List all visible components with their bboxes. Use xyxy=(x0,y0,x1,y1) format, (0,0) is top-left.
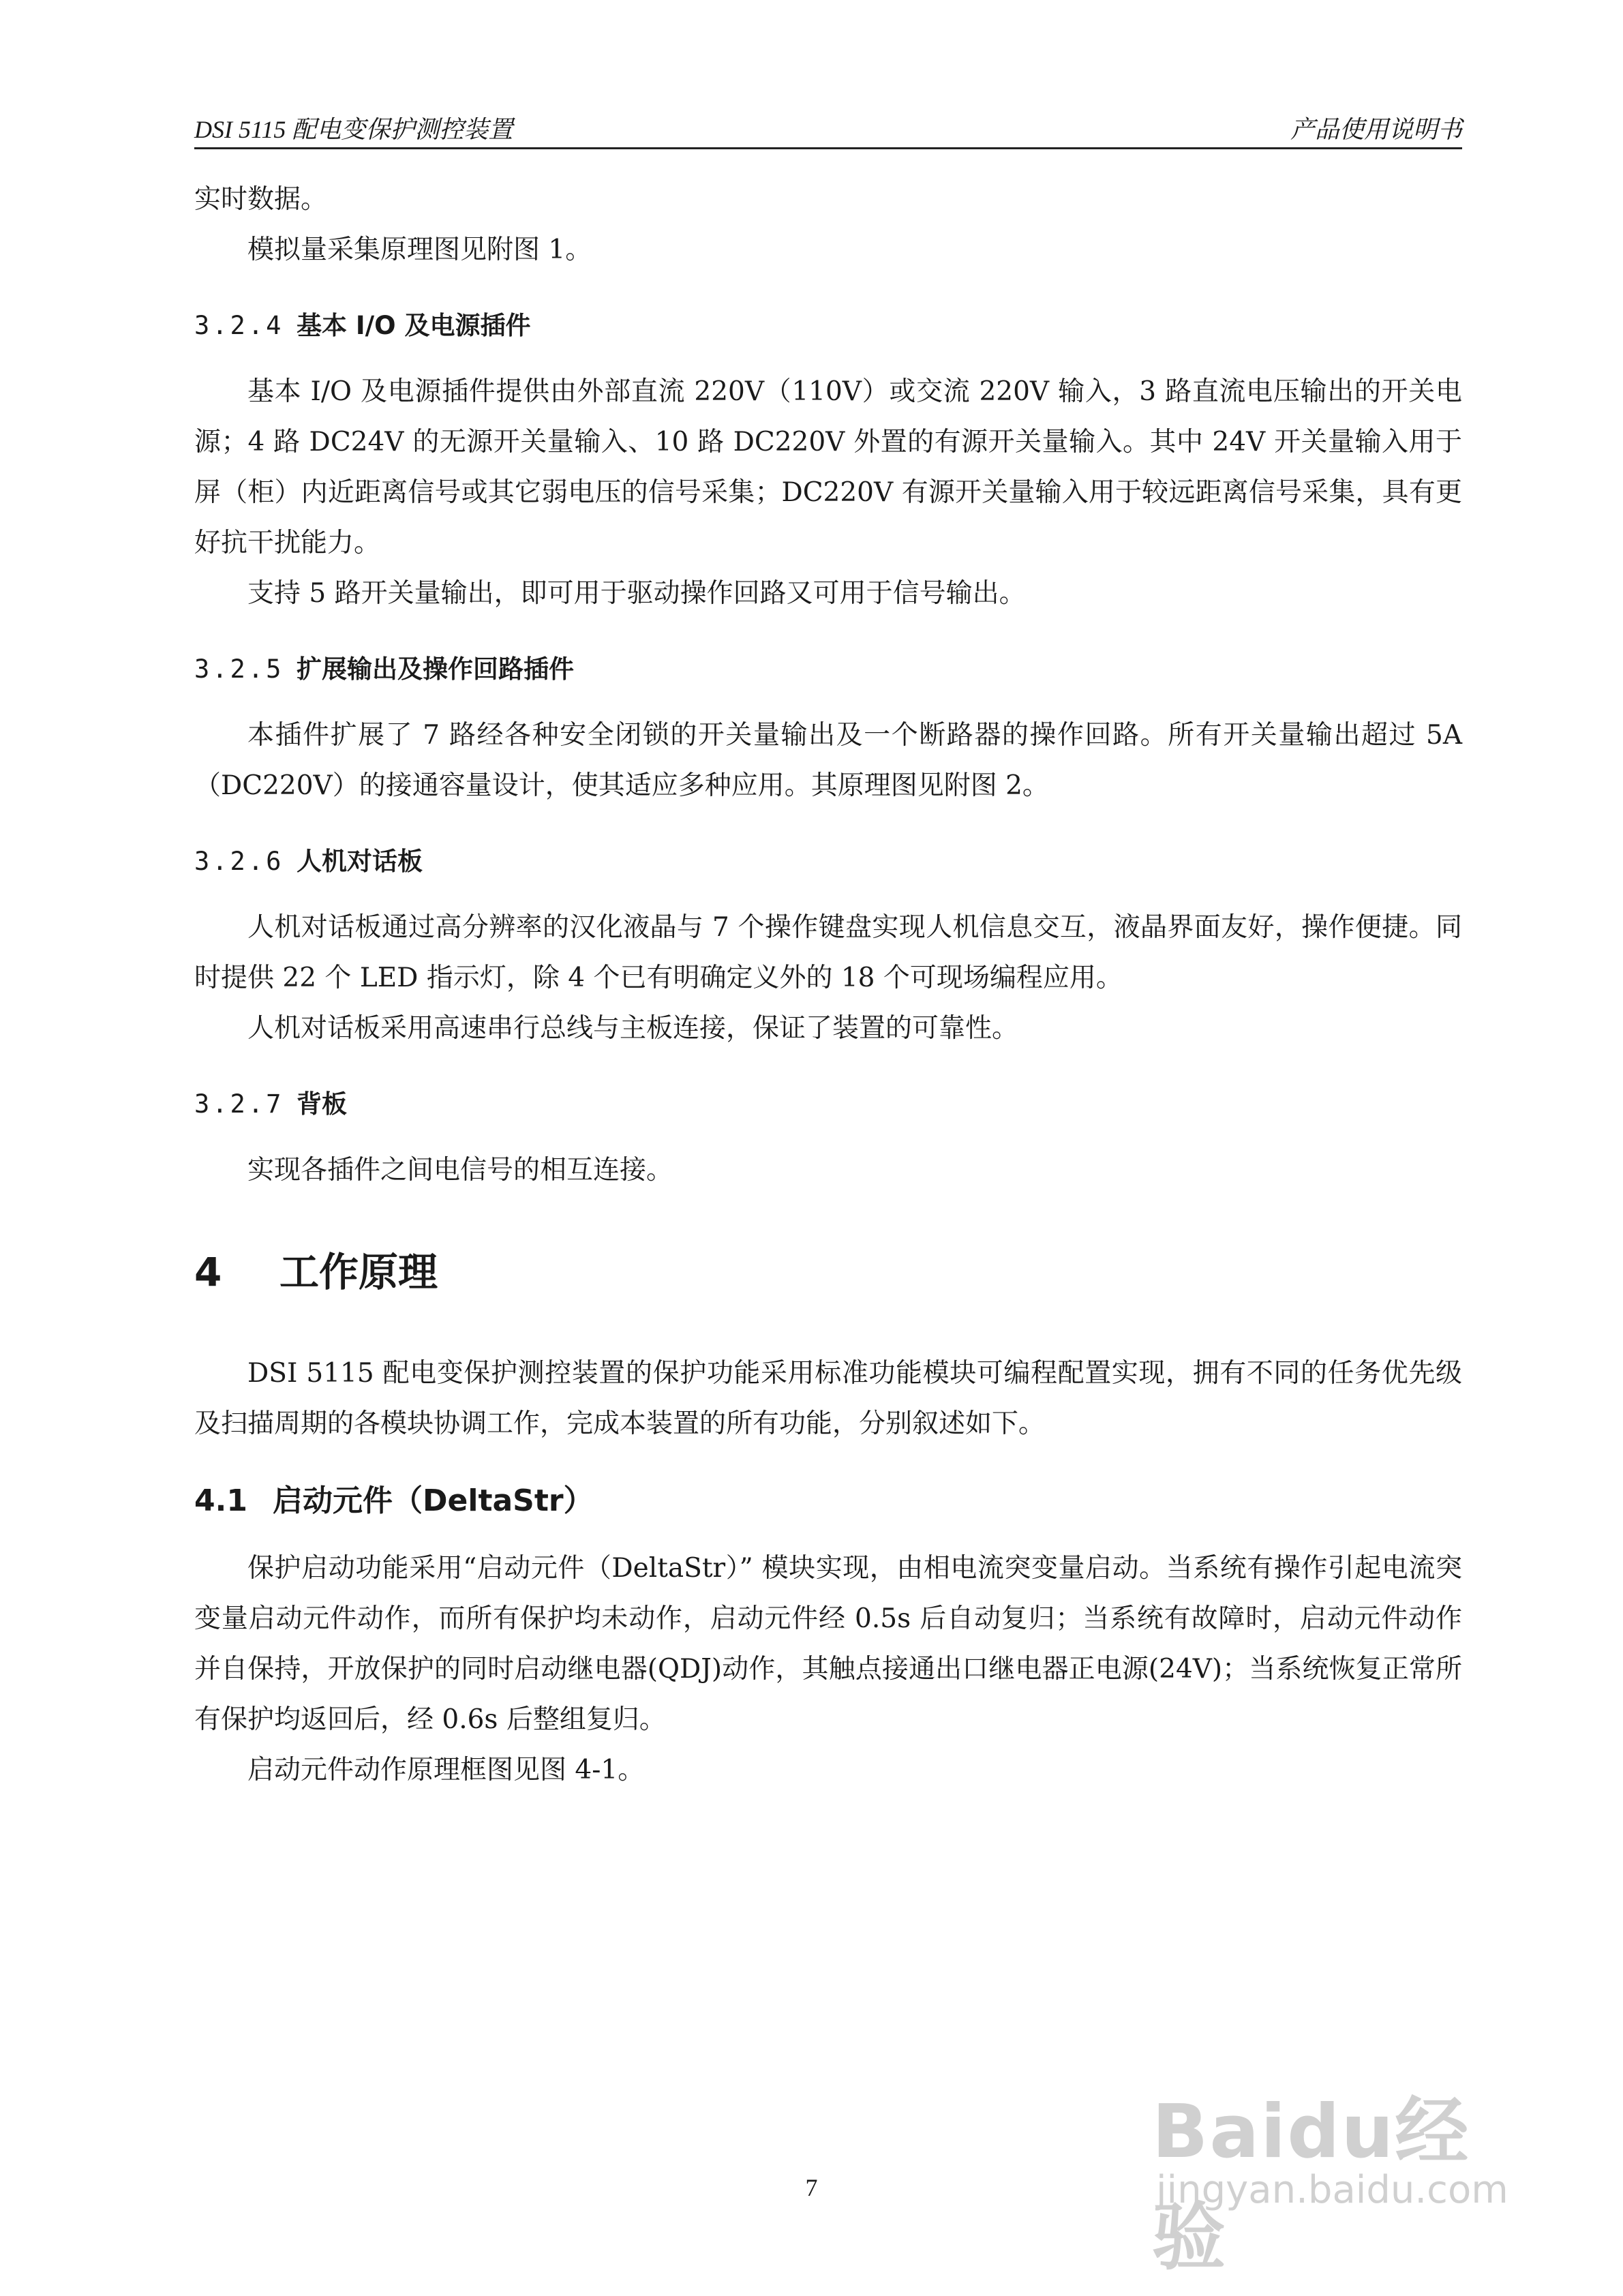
paragraph: 基本 I/O 及电源插件提供由外部直流 220V（110V）或交流 220V 输入，3 路直流电压输出的开关电源；4 路 DC24V 的无源开关量输入、10 路 DC220V 外置的有源开关量输入。其中 24V 开关量输入用于屏（柜）内近距离信号或其它弱电压的信号采集；DC220V 有源开关量输入用于较远距离信号采集，具有更好抗干扰能力。 xyxy=(194,376,1462,558)
page-content xyxy=(194,175,1462,1796)
section-title: 启动元件（DeltaStr） xyxy=(273,1483,594,1518)
paragraph: DSI 5115 配电变保护测控装置的保护功能采用标准功能模块可编程配置实现，拥有不同的任务优先级及扫描周期的各模块协调工作，完成本装置的所有功能，分别叙述如下。 xyxy=(194,1358,1462,1439)
section-number: 3.2.6 xyxy=(194,847,284,876)
section-title: 背板 xyxy=(297,1089,347,1119)
section-number: 4.1 xyxy=(194,1483,247,1518)
paragraph: 本插件扩展了 7 路经各种安全闭锁的开关量输出及一个断路器的操作回路。所有开关量输出超过 5A（DC220V）的接通容量设计，使其适应多种应用。其原理图见附图 2。 xyxy=(194,720,1462,801)
chapter-title: 工作原理 xyxy=(279,1249,438,1295)
section-title: 基本 I/O 及电源插件 xyxy=(297,311,531,340)
paragraph: 实时数据。 xyxy=(194,184,328,215)
watermark-logo: Baidu经验 xyxy=(1152,2089,1470,2280)
chapter-heading-4 xyxy=(194,1245,1462,1299)
paragraph: 人机对话板采用高速串行总线与主板连接，保证了装置的可靠性。 xyxy=(247,1013,1019,1044)
header-manual-title: 产品使用说明书 xyxy=(1290,116,1462,143)
paragraph: 保护启动功能采用“启动元件（DeltaStr）” 模块实现，由相电流突变量启动。当系统有操作引起电流突变量启动元件动作，而所有保护均未动作，启动元件经 0.5s 后自动复归；当系统有故障时，启动元件动作并自保持，开放保护的同时启动继电器(QDJ)动作，其触点接通出口继电器正电源(24V)；当系统恢复正常所有保护均返回后，经 0.6s 后整组复归。 xyxy=(194,1553,1462,1735)
paragraph: 模拟量采集原理图见附图 1。 xyxy=(247,235,592,265)
page-number: 7 xyxy=(805,2174,818,2201)
section-number: 3.2.5 xyxy=(194,654,284,684)
chapter-number: 4 xyxy=(194,1249,222,1295)
header-product-title: DSI 5115 配电变保护测控装置 xyxy=(194,116,513,143)
section-heading-3-2-6 xyxy=(194,841,1462,882)
section-heading-3-2-5 xyxy=(194,649,1462,690)
section-title: 人机对话板 xyxy=(297,847,423,876)
section-heading-3-2-4 xyxy=(194,305,1462,346)
paragraph: 支持 5 路开关量输出，即可用于驱动操作回路又可用于信号输出。 xyxy=(247,578,1026,609)
paragraph: 实现各插件之间电信号的相互连接。 xyxy=(247,1155,673,1185)
paragraph: 人机对话板通过高分辨率的汉化液晶与 7 个操作键盘实现人机信息交互，液晶界面友好，操作便捷。同时提供 22 个 LED 指示灯，除 4 个已有明确定义外的 18 个可现场编程应用。 xyxy=(194,912,1462,993)
watermark-url: jingyan.baidu.com xyxy=(1156,2168,1508,2212)
section-title: 扩展输出及操作回路插件 xyxy=(297,654,574,684)
section-number: 3.2.4 xyxy=(194,311,284,340)
section-number: 3.2.7 xyxy=(194,1089,284,1119)
paragraph: 启动元件动作原理框图见图 4-1。 xyxy=(247,1755,645,1785)
page-header xyxy=(194,113,1462,149)
section-heading-4-1 xyxy=(194,1479,1462,1523)
section-heading-3-2-7 xyxy=(194,1084,1462,1125)
